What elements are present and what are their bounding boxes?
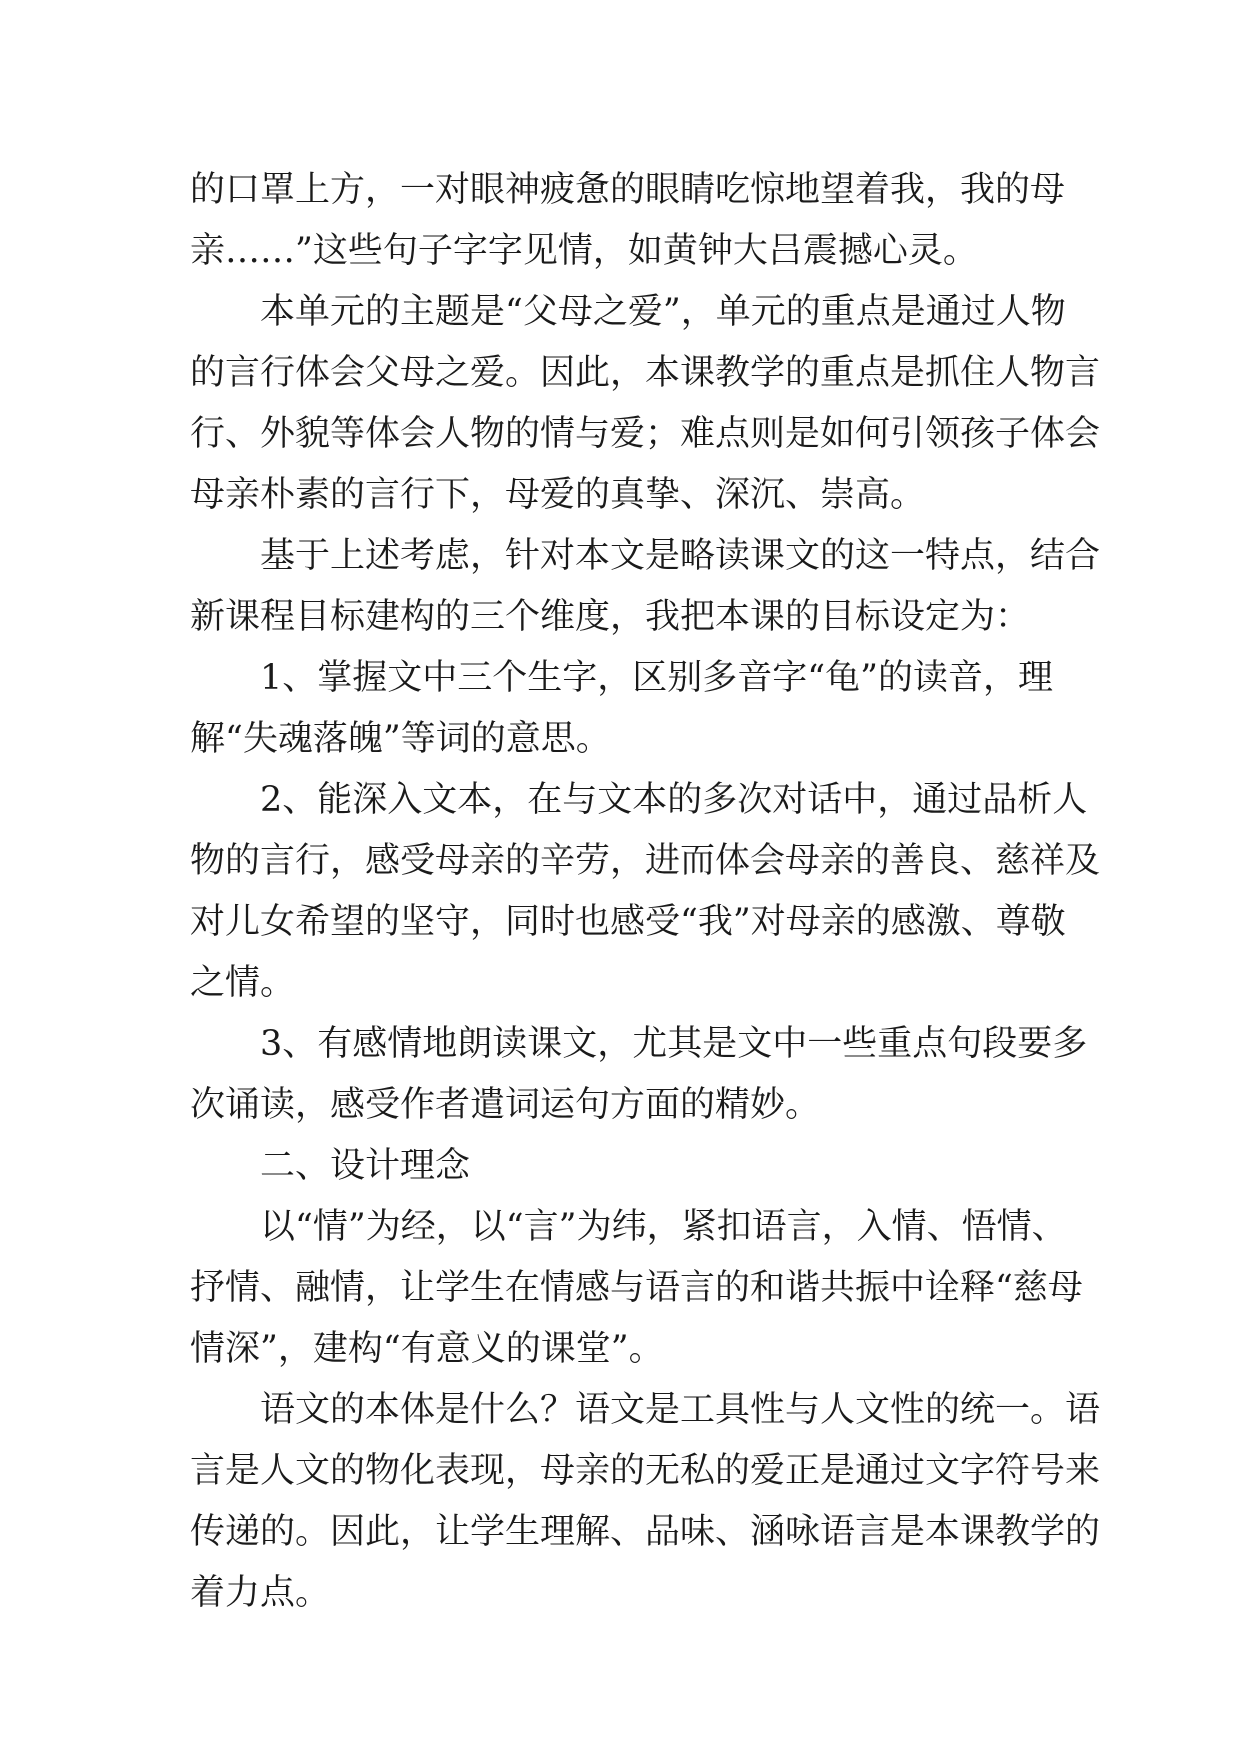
paragraph-start-line: 本单元的主题是“父母之爱”，单元的重点是通过人物 bbox=[260, 292, 1066, 332]
text-line: 传递的。因此，让学生理解、品味、涵咏语言是本课教学的 bbox=[190, 1512, 1101, 1552]
text-line: 新课程目标建构的三个维度，我把本课的目标设定为： bbox=[190, 597, 1031, 637]
document-body bbox=[190, 160, 1101, 1624]
text-line: 的言行体会父母之爱。因此，本课教学的重点是抓住人物言 bbox=[190, 353, 1101, 393]
paragraph-start-line: 3、有感情地朗读课文，尤其是文中一些重点句段要多 bbox=[260, 1024, 1088, 1064]
text-line: 亲……”这些句子字字见情，如黄钟大吕震撼心灵。 bbox=[190, 231, 978, 271]
text-line: 之情。 bbox=[190, 963, 296, 1003]
text-line: 行、外貌等体会人物的情与爱；难点则是如何引领孩子体会 bbox=[190, 414, 1101, 454]
text-line: 母亲朴素的言行下，母爱的真挚、深沉、崇高。 bbox=[190, 475, 926, 515]
text-line: 的口罩上方，一对眼神疲惫的眼睛吃惊地望着我，我的母 bbox=[190, 170, 1066, 210]
text-line: 次诵读，感受作者遣词运句方面的精妙。 bbox=[190, 1085, 821, 1125]
paragraph-start-line: 1、掌握文中三个生字，区别多音字“龟”的读音，理 bbox=[260, 658, 1054, 698]
text-line: 抒情、融情，让学生在情感与语言的和谐共振中诠释“慈母 bbox=[190, 1268, 1083, 1308]
text-line: 物的言行，感受母亲的辛劳，进而体会母亲的善良、慈祥及 bbox=[190, 841, 1101, 881]
text-line: 解“失魂落魄”等词的意思。 bbox=[190, 719, 611, 759]
text-line: 对儿女希望的坚守，同时也感受“我”对母亲的感激、尊敬 bbox=[190, 902, 1066, 942]
paragraph-start-line: 以“情”为经，以“言”为纬，紧扣语言，入情、悟情、 bbox=[260, 1207, 1067, 1247]
text-line: 言是人文的物化表现，母亲的无私的爱正是通过文字符号来 bbox=[190, 1451, 1101, 1491]
paragraph-start-line: 语文的本体是什么？语文是工具性与人文性的统一。语 bbox=[260, 1390, 1101, 1430]
paragraph-start-line: 基于上述考虑，针对本文是略读课文的这一特点，结合 bbox=[260, 536, 1101, 576]
paragraph-start-line: 2、能深入文本，在与文本的多次对话中，通过品析人 bbox=[260, 780, 1088, 820]
text-line: 情深”，建构“有意义的课堂”。 bbox=[190, 1329, 664, 1369]
section-heading: 二、设计理念 bbox=[260, 1146, 471, 1186]
text-line: 着力点。 bbox=[190, 1573, 331, 1613]
